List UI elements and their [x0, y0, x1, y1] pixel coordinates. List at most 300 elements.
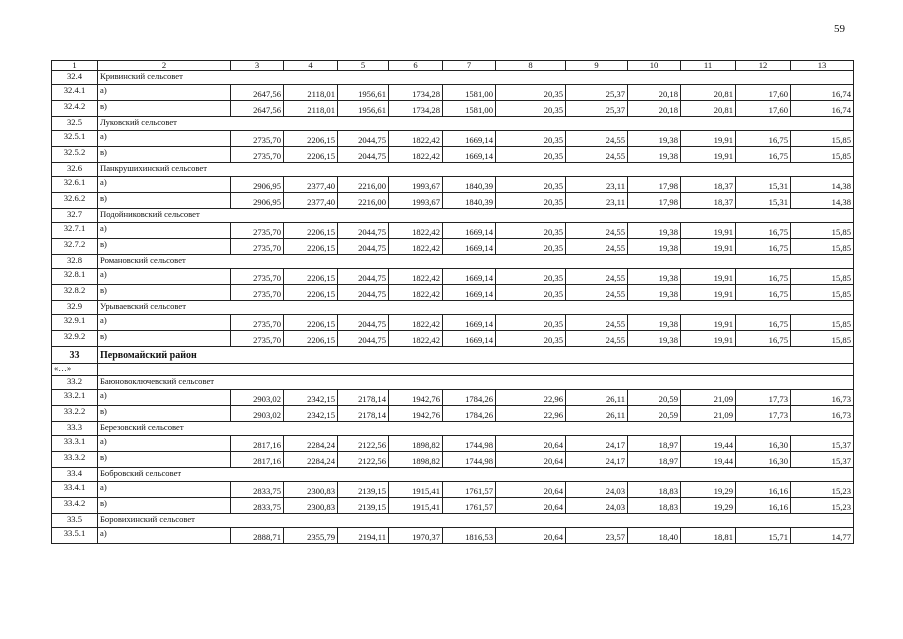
value-cell: 2118,01	[284, 101, 338, 117]
value-cell: 2817,16	[231, 436, 284, 452]
section-code: 33.4	[52, 468, 98, 482]
value-cell: 1822,42	[389, 315, 443, 331]
table-row	[52, 269, 854, 285]
value-cell: 1822,42	[389, 223, 443, 239]
value-cell: 20,35	[496, 269, 566, 285]
column-header-2: 2	[98, 61, 231, 71]
value-cell: 2735,70	[231, 147, 284, 163]
value-cell: 1942,76	[389, 390, 443, 406]
value-cell: 20,35	[496, 177, 566, 193]
value-cell: 20,35	[496, 101, 566, 117]
row-name: в)	[98, 331, 231, 347]
value-cell: 20,35	[496, 223, 566, 239]
page-number: 59	[834, 23, 845, 35]
value-cell: 25,37	[566, 85, 628, 101]
value-cell: 26,11	[566, 406, 628, 422]
value-cell: 19,91	[681, 285, 736, 301]
value-cell: 2044,75	[338, 147, 389, 163]
row-name: в)	[98, 285, 231, 301]
value-cell: 1840,39	[443, 193, 496, 209]
value-cell: 20,81	[681, 101, 736, 117]
section-code: 32.4	[52, 71, 98, 85]
value-cell: 16,75	[736, 147, 791, 163]
value-cell: 18,81	[681, 528, 736, 544]
value-cell: 24,55	[566, 147, 628, 163]
value-cell: 17,98	[628, 177, 681, 193]
table-row	[52, 147, 854, 163]
section-row	[52, 376, 854, 390]
row-code: 32.9.2	[52, 331, 98, 347]
value-cell: 2044,75	[338, 285, 389, 301]
table-row	[52, 482, 854, 498]
value-cell: 1816,53	[443, 528, 496, 544]
value-cell: 2342,15	[284, 390, 338, 406]
tariff-table	[51, 60, 854, 544]
value-cell: 16,73	[791, 406, 854, 422]
table-row	[52, 498, 854, 514]
ellipsis-blank	[98, 364, 854, 376]
value-cell: 1581,00	[443, 101, 496, 117]
value-cell: 1669,14	[443, 147, 496, 163]
value-cell: 20,81	[681, 85, 736, 101]
value-cell: 2377,40	[284, 193, 338, 209]
value-cell: 2906,95	[231, 177, 284, 193]
value-cell: 15,85	[791, 315, 854, 331]
value-cell: 16,75	[736, 285, 791, 301]
table-row	[52, 406, 854, 422]
value-cell: 1669,14	[443, 315, 496, 331]
value-cell: 2122,56	[338, 452, 389, 468]
value-cell: 1761,57	[443, 498, 496, 514]
value-cell: 20,35	[496, 315, 566, 331]
section-row	[52, 163, 854, 177]
section-code: 32.7	[52, 209, 98, 223]
value-cell: 1970,37	[389, 528, 443, 544]
table-row	[52, 452, 854, 468]
section-title: Луковский сельсовет	[98, 117, 854, 131]
value-cell: 26,11	[566, 390, 628, 406]
value-cell: 20,35	[496, 331, 566, 347]
section-code: 32.6	[52, 163, 98, 177]
value-cell: 2044,75	[338, 269, 389, 285]
table-header-row	[52, 61, 854, 71]
section-code: 33.5	[52, 514, 98, 528]
value-cell: 2044,75	[338, 223, 389, 239]
value-cell: 17,98	[628, 193, 681, 209]
column-header-4: 4	[284, 61, 338, 71]
value-cell: 2300,83	[284, 482, 338, 498]
section-title: Панкрушихинский сельсовет	[98, 163, 854, 177]
value-cell: 21,09	[681, 406, 736, 422]
table-row	[52, 390, 854, 406]
value-cell: 2735,70	[231, 269, 284, 285]
value-cell: 16,30	[736, 436, 791, 452]
value-cell: 2044,75	[338, 239, 389, 255]
row-name: в)	[98, 452, 231, 468]
value-cell: 23,57	[566, 528, 628, 544]
value-cell: 1822,42	[389, 147, 443, 163]
value-cell: 15,37	[791, 436, 854, 452]
value-cell: 2044,75	[338, 131, 389, 147]
value-cell: 2377,40	[284, 177, 338, 193]
value-cell: 2647,56	[231, 101, 284, 117]
value-cell: 2903,02	[231, 406, 284, 422]
value-cell: 19,91	[681, 315, 736, 331]
value-cell: 14,77	[791, 528, 854, 544]
row-code: 33.2.1	[52, 390, 98, 406]
section-code: 33.2	[52, 376, 98, 390]
value-cell: 2194,11	[338, 528, 389, 544]
section-title: Бобровский сельсовет	[98, 468, 854, 482]
row-name: а)	[98, 528, 231, 544]
row-name: а)	[98, 223, 231, 239]
value-cell: 1822,42	[389, 331, 443, 347]
value-cell: 20,35	[496, 85, 566, 101]
value-cell: 2206,15	[284, 131, 338, 147]
section-row	[52, 117, 854, 131]
column-header-12: 12	[736, 61, 791, 71]
row-code: 33.2.2	[52, 406, 98, 422]
value-cell: 20,35	[496, 131, 566, 147]
value-cell: 19,38	[628, 131, 681, 147]
value-cell: 18,37	[681, 193, 736, 209]
section-row	[52, 301, 854, 315]
value-cell: 19,91	[681, 147, 736, 163]
column-header-13: 13	[791, 61, 854, 71]
value-cell: 23,11	[566, 193, 628, 209]
value-cell: 1942,76	[389, 406, 443, 422]
section-title: Боровихинский сельсовет	[98, 514, 854, 528]
value-cell: 24,55	[566, 285, 628, 301]
value-cell: 1898,82	[389, 436, 443, 452]
section-title: Баюновоключевский сельсовет	[98, 376, 854, 390]
value-cell: 21,09	[681, 390, 736, 406]
value-cell: 22,96	[496, 406, 566, 422]
value-cell: 15,37	[791, 452, 854, 468]
table-row	[52, 239, 854, 255]
value-cell: 1822,42	[389, 239, 443, 255]
value-cell: 19,38	[628, 239, 681, 255]
value-cell: 2342,15	[284, 406, 338, 422]
value-cell: 15,85	[791, 147, 854, 163]
value-cell: 2139,15	[338, 482, 389, 498]
row-code: 32.7.1	[52, 223, 98, 239]
value-cell: 20,35	[496, 147, 566, 163]
value-cell: 22,96	[496, 390, 566, 406]
row-name: в)	[98, 193, 231, 209]
row-code: 32.6.2	[52, 193, 98, 209]
value-cell: 19,91	[681, 331, 736, 347]
value-cell: 2817,16	[231, 452, 284, 468]
table-row	[52, 223, 854, 239]
section-title: Урываевский сельсовет	[98, 301, 854, 315]
value-cell: 1761,57	[443, 482, 496, 498]
column-header-9: 9	[566, 61, 628, 71]
value-cell: 2355,79	[284, 528, 338, 544]
value-cell: 20,64	[496, 436, 566, 452]
value-cell: 2139,15	[338, 498, 389, 514]
value-cell: 2833,75	[231, 498, 284, 514]
value-cell: 2735,70	[231, 131, 284, 147]
value-cell: 2178,14	[338, 406, 389, 422]
section-title: Подойниковский сельсовет	[98, 209, 854, 223]
section-title: Березовский сельсовет	[98, 422, 854, 436]
value-cell: 2735,70	[231, 315, 284, 331]
value-cell: 19,38	[628, 223, 681, 239]
row-name: в)	[98, 498, 231, 514]
value-cell: 1784,26	[443, 406, 496, 422]
row-code: 33.4.1	[52, 482, 98, 498]
row-name: а)	[98, 390, 231, 406]
value-cell: 1581,00	[443, 85, 496, 101]
value-cell: 16,75	[736, 223, 791, 239]
district-row	[52, 347, 854, 364]
row-name: а)	[98, 85, 231, 101]
value-cell: 1669,14	[443, 239, 496, 255]
value-cell: 16,75	[736, 315, 791, 331]
value-cell: 18,37	[681, 177, 736, 193]
row-code: 32.9.1	[52, 315, 98, 331]
row-code: 33.3.2	[52, 452, 98, 468]
section-code: 32.9	[52, 301, 98, 315]
row-code: 32.5.2	[52, 147, 98, 163]
value-cell: 15,85	[791, 239, 854, 255]
value-cell: 2206,15	[284, 269, 338, 285]
value-cell: 20,35	[496, 239, 566, 255]
value-cell: 2216,00	[338, 193, 389, 209]
row-name: а)	[98, 315, 231, 331]
table-body	[52, 61, 854, 544]
value-cell: 20,35	[496, 285, 566, 301]
row-code: 32.4.1	[52, 85, 98, 101]
value-cell: 24,55	[566, 269, 628, 285]
value-cell: 1669,14	[443, 269, 496, 285]
section-row	[52, 255, 854, 269]
section-row	[52, 468, 854, 482]
value-cell: 19,38	[628, 285, 681, 301]
value-cell: 2647,56	[231, 85, 284, 101]
value-cell: 2206,15	[284, 147, 338, 163]
value-cell: 18,97	[628, 436, 681, 452]
value-cell: 2906,95	[231, 193, 284, 209]
column-header-5: 5	[338, 61, 389, 71]
value-cell: 24,55	[566, 331, 628, 347]
value-cell: 15,85	[791, 331, 854, 347]
ellipsis-mark: «…»	[52, 364, 98, 376]
row-code: 33.4.2	[52, 498, 98, 514]
value-cell: 16,75	[736, 239, 791, 255]
row-code: 32.8.2	[52, 285, 98, 301]
value-cell: 2206,15	[284, 331, 338, 347]
table-row	[52, 101, 854, 117]
value-cell: 16,74	[791, 85, 854, 101]
value-cell: 15,23	[791, 482, 854, 498]
value-cell: 1956,61	[338, 85, 389, 101]
value-cell: 24,55	[566, 239, 628, 255]
value-cell: 1669,14	[443, 223, 496, 239]
row-code: 33.3.1	[52, 436, 98, 452]
value-cell: 19,91	[681, 131, 736, 147]
column-header-7: 7	[443, 61, 496, 71]
value-cell: 1956,61	[338, 101, 389, 117]
value-cell: 20,35	[496, 193, 566, 209]
value-cell: 2903,02	[231, 390, 284, 406]
column-header-1: 1	[52, 61, 98, 71]
value-cell: 18,83	[628, 498, 681, 514]
table-row	[52, 331, 854, 347]
value-cell: 1840,39	[443, 177, 496, 193]
value-cell: 16,75	[736, 269, 791, 285]
section-code: 32.5	[52, 117, 98, 131]
value-cell: 19,38	[628, 269, 681, 285]
value-cell: 2206,15	[284, 315, 338, 331]
row-name: в)	[98, 101, 231, 117]
value-cell: 24,17	[566, 436, 628, 452]
row-code: 32.5.1	[52, 131, 98, 147]
section-row	[52, 514, 854, 528]
row-name: а)	[98, 269, 231, 285]
value-cell: 2735,70	[231, 285, 284, 301]
row-code: 32.4.2	[52, 101, 98, 117]
column-header-6: 6	[389, 61, 443, 71]
value-cell: 14,38	[791, 193, 854, 209]
value-cell: 1898,82	[389, 452, 443, 468]
table-row	[52, 85, 854, 101]
value-cell: 2284,24	[284, 436, 338, 452]
value-cell: 20,59	[628, 390, 681, 406]
value-cell: 2206,15	[284, 239, 338, 255]
row-code: 33.5.1	[52, 528, 98, 544]
row-name: в)	[98, 406, 231, 422]
value-cell: 20,59	[628, 406, 681, 422]
value-cell: 1734,28	[389, 101, 443, 117]
value-cell: 24,03	[566, 482, 628, 498]
table-row	[52, 177, 854, 193]
value-cell: 24,55	[566, 315, 628, 331]
value-cell: 2833,75	[231, 482, 284, 498]
value-cell: 1915,41	[389, 498, 443, 514]
value-cell: 16,16	[736, 482, 791, 498]
value-cell: 2735,70	[231, 239, 284, 255]
value-cell: 2735,70	[231, 223, 284, 239]
section-row	[52, 209, 854, 223]
column-header-10: 10	[628, 61, 681, 71]
value-cell: 20,64	[496, 528, 566, 544]
value-cell: 15,85	[791, 285, 854, 301]
value-cell: 19,38	[628, 315, 681, 331]
value-cell: 2735,70	[231, 331, 284, 347]
value-cell: 18,97	[628, 452, 681, 468]
value-cell: 19,38	[628, 147, 681, 163]
column-header-3: 3	[231, 61, 284, 71]
value-cell: 1915,41	[389, 482, 443, 498]
value-cell: 16,75	[736, 131, 791, 147]
value-cell: 24,17	[566, 452, 628, 468]
district-code: 33	[52, 347, 98, 364]
row-name: в)	[98, 147, 231, 163]
row-name: а)	[98, 177, 231, 193]
value-cell: 23,11	[566, 177, 628, 193]
value-cell: 1669,14	[443, 331, 496, 347]
value-cell: 1744,98	[443, 452, 496, 468]
value-cell: 2118,01	[284, 85, 338, 101]
value-cell: 2300,83	[284, 498, 338, 514]
value-cell: 20,64	[496, 452, 566, 468]
ellipsis-row	[52, 364, 854, 376]
value-cell: 18,40	[628, 528, 681, 544]
value-cell: 17,60	[736, 101, 791, 117]
value-cell: 19,91	[681, 269, 736, 285]
table-row	[52, 315, 854, 331]
value-cell: 19,38	[628, 331, 681, 347]
value-cell: 20,18	[628, 85, 681, 101]
value-cell: 19,29	[681, 498, 736, 514]
value-cell: 15,31	[736, 177, 791, 193]
value-cell: 24,55	[566, 131, 628, 147]
value-cell: 2178,14	[338, 390, 389, 406]
value-cell: 2044,75	[338, 315, 389, 331]
value-cell: 19,29	[681, 482, 736, 498]
table-row	[52, 131, 854, 147]
value-cell: 15,23	[791, 498, 854, 514]
value-cell: 1993,67	[389, 177, 443, 193]
value-cell: 19,91	[681, 223, 736, 239]
value-cell: 15,71	[736, 528, 791, 544]
value-cell: 15,85	[791, 223, 854, 239]
section-code: 32.8	[52, 255, 98, 269]
value-cell: 2206,15	[284, 223, 338, 239]
value-cell: 1669,14	[443, 285, 496, 301]
table-row	[52, 193, 854, 209]
section-row	[52, 71, 854, 85]
value-cell: 16,74	[791, 101, 854, 117]
value-cell: 20,18	[628, 101, 681, 117]
value-cell: 1822,42	[389, 131, 443, 147]
row-code: 32.6.1	[52, 177, 98, 193]
value-cell: 20,64	[496, 482, 566, 498]
value-cell: 2888,71	[231, 528, 284, 544]
section-row	[52, 422, 854, 436]
value-cell: 18,83	[628, 482, 681, 498]
section-code: 33.3	[52, 422, 98, 436]
section-title: Кривинский сельсовет	[98, 71, 854, 85]
value-cell: 1822,42	[389, 285, 443, 301]
value-cell: 16,16	[736, 498, 791, 514]
value-cell: 1669,14	[443, 131, 496, 147]
value-cell: 1744,98	[443, 436, 496, 452]
table-row	[52, 436, 854, 452]
value-cell: 16,75	[736, 331, 791, 347]
row-name: а)	[98, 482, 231, 498]
table-row	[52, 285, 854, 301]
value-cell: 1993,67	[389, 193, 443, 209]
value-cell: 2206,15	[284, 285, 338, 301]
value-cell: 2044,75	[338, 331, 389, 347]
row-name: в)	[98, 239, 231, 255]
value-cell: 17,73	[736, 390, 791, 406]
value-cell: 25,37	[566, 101, 628, 117]
district-title: Первомайский район	[98, 347, 854, 364]
value-cell: 15,31	[736, 193, 791, 209]
value-cell: 19,44	[681, 436, 736, 452]
value-cell: 17,60	[736, 85, 791, 101]
value-cell: 1822,42	[389, 269, 443, 285]
table-row	[52, 528, 854, 544]
row-name: а)	[98, 436, 231, 452]
value-cell: 16,73	[791, 390, 854, 406]
value-cell: 15,85	[791, 269, 854, 285]
value-cell: 2284,24	[284, 452, 338, 468]
